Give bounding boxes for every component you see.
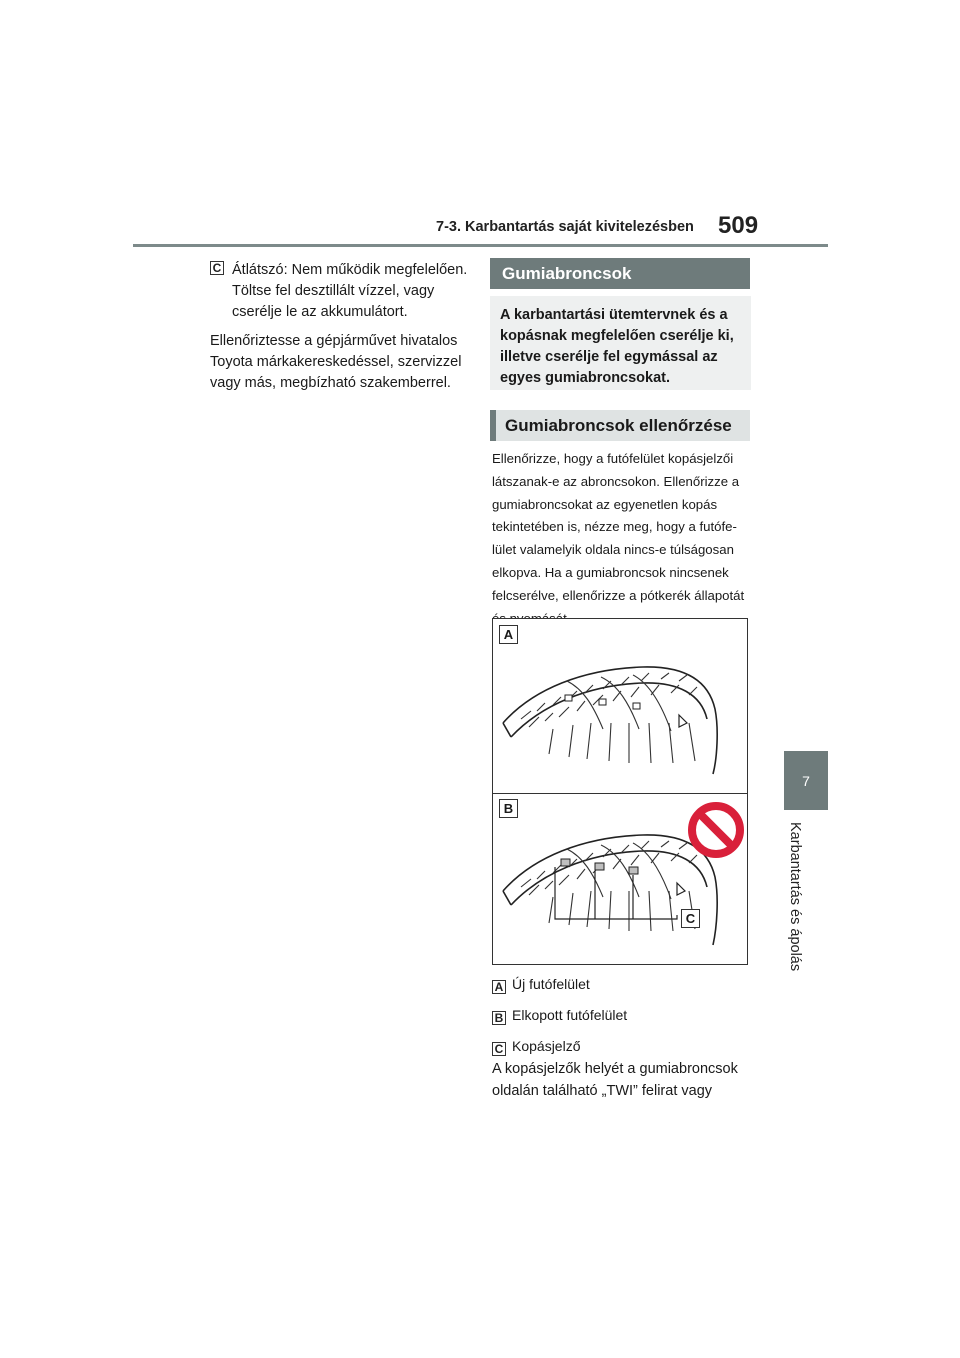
tire-check-paragraph: Ellenőrizze, hogy a futófelület kopásjelzői látszanak-e az abroncsokon. Ellenőrizze a gumiabroncsokat az egyenetlen kopás tekintetében is, nézze meg, hogy a futófelület valamelyik oldala nincs-e túlságosan elkopva. Ha a gumiabroncsok nincsenek felcserélve, ellenőrizze a pótkerék állapotát [492, 451, 745, 603]
figure-label-a: A [499, 625, 518, 644]
figure-divider [493, 793, 747, 794]
legend-text-a: Új futófelület [512, 976, 590, 992]
subsection-heading-text: Gumiabroncsok ellenőrzése [505, 415, 732, 435]
section-title: 7-3. Karbantartás saját kivitelezésben [436, 219, 694, 235]
page-number: 509 [718, 212, 759, 239]
item-c-text: Átlátszó: Nem működik megfelelően. Töltse fel desztillált vízzel, vagy cserélje le az akkumulátort. [232, 262, 468, 320]
legend-item-a [492, 976, 754, 994]
dealer-paragraph: Ellenőriztesse a gépjárművet hivatalos Toyota márkakereskedéssel, szervizzel vagy más, megbízható szakemberrel. [210, 333, 462, 391]
new-tread-illustration [493, 619, 747, 779]
legend-key-b: B [492, 1011, 506, 1025]
battery-indicator-item [210, 260, 468, 323]
chapter-number: 7 [802, 772, 810, 789]
prohibition-icon [687, 801, 745, 859]
legend-text-c: Kopásjelző [512, 1038, 581, 1054]
chapter-title: Karbantartás és ápolás [787, 822, 803, 972]
legend-text-b: Elkopott futófelület [512, 1007, 628, 1023]
twi-paragraph: A kopásjelzők helyét a gumiabroncsok oldalán található „TWI” felirat vagy [492, 1061, 738, 1099]
section-heading [490, 258, 750, 289]
legend-item-c [492, 1038, 754, 1056]
legend-key-c: C [492, 1042, 506, 1056]
summary-text: A karbantartási ütemtervnek és a kopásnak megfelelően cserélje ki, illetve cserélje fel egymással az egyes gumiabroncsokat. [500, 307, 734, 386]
header-rule [133, 244, 828, 247]
figure-label-b: B [499, 799, 518, 818]
subsection-heading [490, 410, 750, 441]
summary-box [490, 296, 751, 390]
left-column [210, 260, 468, 394]
tire-tread-figure [492, 618, 748, 965]
chapter-tab [784, 751, 828, 810]
legend-item-b [492, 1007, 754, 1025]
legend-key-a: A [492, 980, 506, 994]
figure-label-c: C [681, 909, 700, 928]
section-heading-text: Gumiabroncsok [502, 263, 632, 283]
key-label-c: C [210, 261, 224, 275]
